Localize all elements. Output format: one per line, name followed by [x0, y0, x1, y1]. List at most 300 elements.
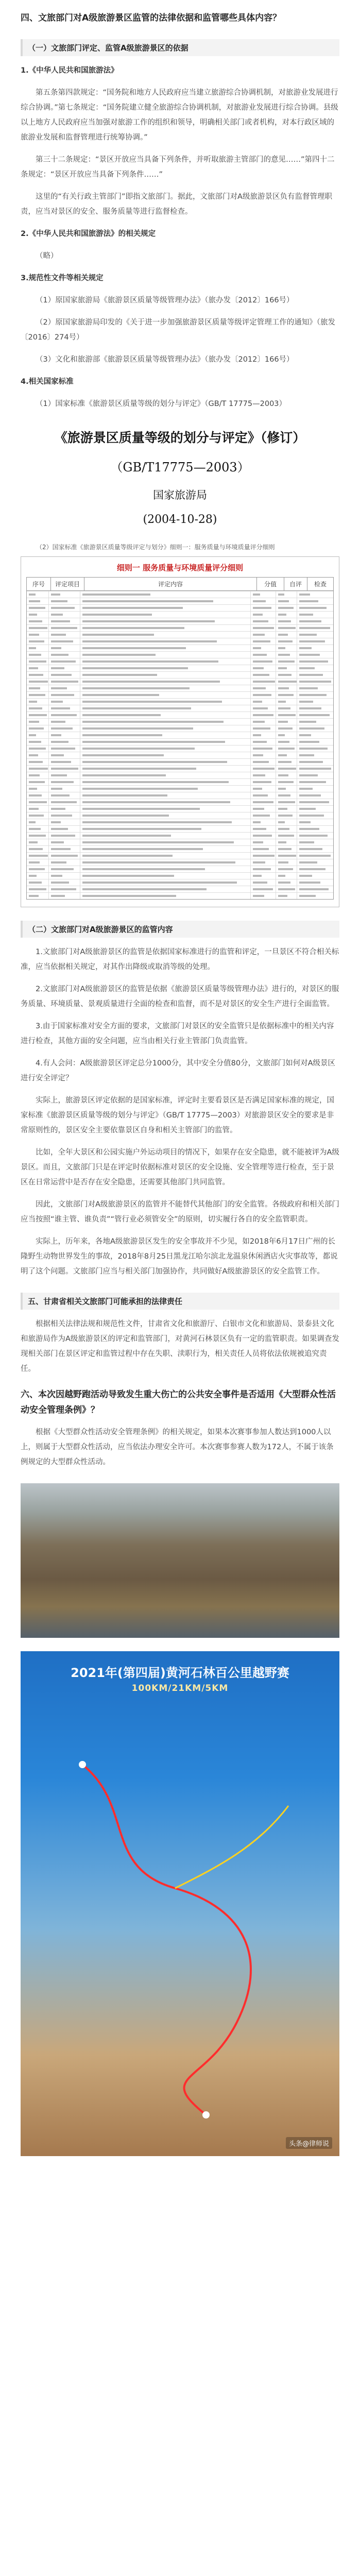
rules-heading: 3.规范性文件等相关规定 [21, 274, 104, 282]
table-row [27, 678, 333, 685]
table-row [27, 598, 333, 604]
table-cell [276, 759, 297, 765]
cell-text-placeholder [82, 841, 234, 843]
table-cell [49, 725, 80, 732]
cell-text-placeholder [278, 815, 293, 817]
table-cell [80, 712, 251, 718]
table-row [27, 872, 333, 879]
cell-text-placeholder [299, 594, 310, 596]
table-cell [27, 766, 49, 772]
cell-text-placeholder [253, 721, 265, 723]
cell-text-placeholder [82, 801, 230, 803]
table-cell [297, 879, 333, 886]
cell-text-placeholder [51, 681, 78, 683]
table-row [27, 732, 333, 738]
cell-text-placeholder [253, 734, 261, 736]
cell-text-placeholder [299, 888, 329, 890]
cell-text-placeholder [51, 888, 76, 890]
table-row [27, 611, 333, 618]
route-map-graphic [21, 1651, 339, 2156]
cell-text-placeholder [253, 815, 270, 817]
table-cell [276, 879, 297, 886]
cell-text-placeholder [299, 727, 324, 730]
table-cell [49, 705, 80, 711]
cell-text-placeholder [51, 701, 63, 703]
table-cell [80, 645, 251, 651]
table-cell [276, 699, 297, 705]
table-cell [27, 759, 49, 765]
table-cell [297, 792, 333, 799]
cell-text-placeholder [278, 674, 292, 676]
law-heading: 1.《中华人民共和国旅游法》 [21, 66, 118, 75]
table-row [27, 765, 333, 772]
document-page [0, 10, 360, 2576]
cell-text-placeholder [253, 714, 273, 716]
cell-text-placeholder [278, 721, 288, 723]
cell-text-placeholder [29, 640, 44, 642]
cell-text-placeholder [29, 761, 43, 763]
table-cell [297, 632, 333, 638]
cell-text-placeholder [82, 882, 237, 884]
table-cell [27, 893, 49, 899]
table-cell [27, 732, 49, 738]
table-cell [27, 591, 49, 598]
cell-text-placeholder [299, 861, 317, 863]
cell-text-placeholder [253, 801, 273, 803]
cell-text-placeholder [253, 835, 272, 837]
table-cell [80, 779, 251, 785]
cell-text-placeholder [29, 667, 38, 669]
cell-text-placeholder [82, 640, 217, 642]
section-title: （一）文旅部门评定、监管A级旅游景区的依据 [21, 39, 339, 56]
cell-text-placeholder [299, 600, 318, 602]
cell-text-placeholder [29, 821, 36, 823]
table-cell [276, 786, 297, 792]
cell-text-placeholder [82, 727, 193, 730]
cell-text-placeholder [253, 701, 262, 703]
table-row [27, 604, 333, 611]
cell-text-placeholder [29, 714, 47, 716]
table-cell [49, 699, 80, 705]
cell-text-placeholder [253, 627, 274, 629]
table-cell [49, 792, 80, 799]
table-cell [80, 806, 251, 812]
table-cell [80, 679, 251, 685]
cell-text-placeholder [253, 768, 275, 770]
table-cell [297, 886, 333, 892]
table-row [27, 631, 333, 638]
watermark: 头条@律师说 [286, 2137, 332, 2149]
table-cell [276, 799, 297, 805]
cell-text-placeholder [299, 808, 316, 810]
table-row [27, 651, 333, 658]
table-cell [276, 725, 297, 732]
cell-text-placeholder [51, 727, 73, 730]
cell-text-placeholder [299, 701, 313, 703]
cell-text-placeholder [82, 620, 215, 622]
table-cell [251, 826, 276, 832]
table-cell [49, 799, 80, 805]
table-cell [80, 819, 251, 825]
table-cell [276, 625, 297, 631]
cell-text-placeholder [29, 828, 41, 830]
cell-text-placeholder [278, 754, 287, 756]
cell-text-placeholder [82, 627, 184, 629]
cell-text-placeholder [278, 667, 287, 669]
table-cell [251, 812, 276, 819]
mountain-photo [21, 1483, 339, 1638]
cell-text-placeholder [278, 788, 286, 790]
table-cell [49, 732, 80, 738]
table-row [27, 886, 333, 892]
poster-title: 2021年(第四届)黄河石林百公里越野赛 [71, 1666, 289, 1680]
table-cell [251, 699, 276, 705]
cell-text-placeholder [299, 627, 330, 629]
table-row [27, 879, 333, 886]
cell-text-placeholder [51, 808, 65, 810]
table-cell [276, 812, 297, 819]
cell-text-placeholder [299, 607, 327, 609]
cell-text-placeholder [278, 607, 294, 609]
table-cell [49, 598, 80, 604]
cell-text-placeholder [82, 667, 188, 669]
cell-text-placeholder [82, 721, 224, 723]
cell-text-placeholder [299, 694, 327, 696]
cell-text-placeholder [51, 620, 70, 622]
table-cell [80, 859, 251, 866]
cell-text-placeholder [51, 815, 72, 817]
cell-text-placeholder [299, 714, 330, 716]
cell-text-placeholder [253, 754, 263, 756]
table-cell [27, 618, 49, 624]
cell-text-placeholder [29, 674, 43, 676]
cell-text-placeholder [299, 634, 317, 636]
cell-text-placeholder [278, 640, 293, 642]
cell-text-placeholder [253, 781, 271, 783]
table-cell [49, 886, 80, 892]
cell-text-placeholder [278, 882, 290, 884]
cell-text-placeholder [278, 821, 285, 823]
table-cell [27, 819, 49, 825]
table-cell [80, 846, 251, 852]
cell-text-placeholder [29, 875, 37, 877]
table-row [27, 892, 333, 899]
table-cell [297, 658, 333, 665]
column-header: 分值 [257, 578, 284, 590]
table-note: （2）国家标准《旅游景区质量等级评定与划分》细则一：服务质量与环境质量评分细则 [36, 544, 275, 551]
table-cell [276, 712, 297, 718]
table-cell [49, 893, 80, 899]
cell-text-placeholder [51, 788, 62, 790]
cell-text-placeholder [253, 681, 275, 683]
cell-text-placeholder [51, 667, 64, 669]
cell-text-placeholder [29, 808, 39, 810]
cell-text-placeholder [253, 694, 271, 696]
table-cell [251, 873, 276, 879]
table-cell [276, 866, 297, 872]
cell-text-placeholder [51, 855, 78, 857]
table-cell [276, 766, 297, 772]
cell-text-placeholder [82, 600, 213, 602]
table-cell [251, 591, 276, 598]
table-cell [49, 645, 80, 651]
cell-text-placeholder [29, 815, 44, 817]
table-cell [251, 752, 276, 758]
cell-text-placeholder [253, 808, 264, 810]
cell-text-placeholder [299, 828, 319, 830]
table-row [27, 819, 333, 825]
table-row [27, 758, 333, 765]
column-header: 评定内容 [84, 578, 257, 590]
table-cell [27, 625, 49, 631]
cell-text-placeholder [253, 828, 266, 830]
table-cell [297, 679, 333, 685]
table-cell [297, 732, 333, 738]
table-cell [297, 745, 333, 752]
table-cell [27, 879, 49, 886]
table-cell [297, 826, 333, 832]
table-cell [251, 779, 276, 785]
cell-text-placeholder [299, 788, 313, 790]
table-cell [276, 692, 297, 698]
cell-text-placeholder [51, 835, 75, 837]
table-cell [297, 846, 333, 852]
cell-text-placeholder [82, 768, 196, 770]
table-cell [251, 859, 276, 866]
cell-text-placeholder [29, 895, 39, 897]
cell-text-placeholder [278, 861, 288, 863]
cell-text-placeholder [253, 594, 260, 596]
table-cell [27, 833, 49, 839]
cell-text-placeholder [278, 895, 287, 897]
cell-text-placeholder [29, 620, 42, 622]
table-cell [27, 826, 49, 832]
table-row [27, 859, 333, 866]
table-cell [27, 712, 49, 718]
table-cell [251, 665, 276, 671]
table-cell [276, 598, 297, 604]
cell-text-placeholder [299, 614, 313, 616]
cell-text-placeholder [29, 801, 47, 803]
table-header [26, 577, 334, 591]
table-cell [49, 873, 80, 879]
table-cell [251, 625, 276, 631]
cell-text-placeholder [253, 888, 273, 890]
table-cell [80, 839, 251, 845]
table-cell [80, 799, 251, 805]
table-cell [49, 618, 80, 624]
table-row [27, 772, 333, 778]
cell-text-placeholder [278, 694, 294, 696]
table-cell [49, 779, 80, 785]
cell-text-placeholder [51, 640, 73, 642]
cell-text-placeholder [278, 634, 288, 636]
cell-text-placeholder [299, 841, 314, 843]
cell-text-placeholder [29, 707, 42, 709]
cell-text-placeholder [29, 861, 40, 863]
cell-text-placeholder [29, 741, 41, 743]
cell-text-placeholder [51, 594, 60, 596]
table-row [27, 738, 333, 745]
table-cell [49, 766, 80, 772]
table-cell [80, 879, 251, 886]
table-cell [297, 625, 333, 631]
paragraph: 第五条第四款规定：“国务院和地方人民政府应当建立旅游综合协调机制，对旅游业发展进行综合协调。”第七条规定：“国务院建立健全旅游综合协调机制，对旅游业发展进行综合协调。县级以上地方人民政府应当加强对旅游工作的组织和领导，明确相关部门或者机构，对本行政区域的旅游业发展和监督管理进行统筹协调。” [21, 89, 338, 142]
table-cell [27, 739, 49, 745]
cell-text-placeholder [82, 714, 161, 716]
table-cell [251, 679, 276, 685]
table-cell [80, 598, 251, 604]
table-cell [251, 652, 276, 658]
table-cell [49, 846, 80, 852]
table-cell [27, 638, 49, 645]
table-cell [276, 705, 297, 711]
table-cell [80, 591, 251, 598]
cell-text-placeholder [82, 674, 157, 676]
table-cell [80, 752, 251, 758]
rating-table [21, 556, 339, 907]
table-cell [27, 779, 49, 785]
table-cell [27, 645, 49, 651]
cell-text-placeholder [278, 714, 296, 716]
cell-text-placeholder [253, 855, 275, 857]
table-cell [276, 853, 297, 859]
table-cell [276, 652, 297, 658]
table-row [27, 711, 333, 718]
table-cell [276, 679, 297, 685]
cell-text-placeholder [82, 861, 235, 863]
cell-text-placeholder [299, 875, 312, 877]
table-cell [27, 859, 49, 866]
table-cell [297, 638, 333, 645]
cell-text-placeholder [299, 815, 324, 817]
cell-text-placeholder [29, 868, 45, 870]
table-cell [27, 705, 49, 711]
table-cell [49, 859, 80, 866]
cell-text-placeholder [82, 855, 173, 857]
table-cell [27, 652, 49, 658]
table-row [27, 852, 333, 859]
cell-text-placeholder [278, 660, 295, 663]
table-cell [251, 866, 276, 872]
cell-text-placeholder [82, 875, 174, 877]
cell-text-placeholder [82, 815, 169, 817]
column-header: 序号 [27, 578, 51, 590]
cell-text-placeholder [51, 687, 67, 689]
cell-text-placeholder [29, 734, 36, 736]
table-cell [276, 632, 297, 638]
table-cell [276, 685, 297, 691]
paragraph: 实际上，历年来，各地A级旅游景区发生的安全事故并不少见，如2018年6月17日广州的长隆野生动物世界发生的事故，2018年8月25日黑龙江哈尔滨北龙温泉休闲酒店火灾事故等，都说明了这个问题。文旅部门应当与相关部门加强协作，共同做好A级旅游景区的安全监管工作。 [21, 1238, 338, 1276]
table-cell [27, 745, 49, 752]
cell-text-placeholder [278, 828, 289, 830]
table-cell [276, 779, 297, 785]
table-cell [80, 692, 251, 698]
cell-text-placeholder [278, 875, 285, 877]
table-cell [276, 806, 297, 812]
paragraph: 3.由于国家标准对安全方面的要求，文旅部门对景区的安全监管只是依据标准中的相关内容进行检查，其他方面的安全问题，应当由相关行业主管部门负责监管。 [21, 1022, 334, 1045]
table-row [27, 645, 333, 651]
cell-text-placeholder [82, 868, 205, 870]
table-cell [49, 866, 80, 872]
cell-text-placeholder [299, 647, 312, 649]
cell-text-placeholder [82, 748, 195, 750]
table-caption: 细则一 服务质量与环境质量评分细则 [116, 563, 244, 572]
table-cell [297, 893, 333, 899]
cell-text-placeholder [29, 627, 47, 629]
cell-text-placeholder [51, 821, 61, 823]
table-cell [251, 618, 276, 624]
cell-text-placeholder [29, 654, 41, 656]
cell-text-placeholder [278, 707, 290, 709]
cell-text-placeholder [51, 694, 74, 696]
table-cell [251, 886, 276, 892]
cell-text-placeholder [82, 808, 200, 810]
cell-text-placeholder [299, 681, 331, 683]
table-row [27, 832, 333, 839]
cell-text-placeholder [82, 895, 176, 897]
table-cell [297, 692, 333, 698]
cell-text-placeholder [29, 781, 45, 783]
cell-text-placeholder [299, 687, 318, 689]
cell-text-placeholder [82, 848, 203, 850]
table-cell [49, 745, 80, 752]
table-cell [49, 692, 80, 698]
table-cell [276, 819, 297, 825]
cell-text-placeholder [253, 821, 261, 823]
cell-text-placeholder [299, 781, 326, 783]
table-cell [80, 632, 251, 638]
column-header: 检查 [314, 581, 327, 588]
table-cell [297, 766, 333, 772]
table-cell [251, 672, 276, 678]
cell-text-placeholder [29, 768, 48, 770]
cell-text-placeholder [51, 754, 64, 756]
table-cell [49, 685, 80, 691]
table-cell [49, 712, 80, 718]
cell-text-placeholder [278, 687, 289, 689]
cell-text-placeholder [29, 788, 37, 790]
table-cell [297, 645, 333, 651]
table-cell [27, 853, 49, 859]
table-cell [80, 786, 251, 792]
table-cell [276, 873, 297, 879]
table-cell [297, 719, 333, 725]
table-cell [27, 605, 49, 611]
paragraph: 第三十二条规定：“景区开放应当具备下列条件，并听取旅游主管部门的意见……”第四十二条规定：“景区开放应当具备下列条件……” [21, 156, 335, 179]
cell-text-placeholder [299, 707, 321, 709]
table-cell [251, 759, 276, 765]
cell-text-placeholder [29, 687, 40, 689]
table-cell [251, 739, 276, 745]
table-cell [80, 725, 251, 732]
cell-text-placeholder [29, 660, 46, 663]
cell-text-placeholder [51, 721, 65, 723]
table-cell [276, 772, 297, 778]
cell-text-placeholder [299, 882, 320, 884]
cell-text-placeholder [51, 794, 70, 796]
cell-text-placeholder [278, 781, 294, 783]
cell-text-placeholder [29, 647, 36, 649]
cell-text-placeholder [29, 594, 36, 596]
table-cell [80, 685, 251, 691]
table-cell [49, 739, 80, 745]
table-cell [276, 826, 297, 832]
cell-text-placeholder [51, 634, 66, 636]
table-cell [80, 699, 251, 705]
table-cell [276, 859, 297, 866]
table-cell [27, 685, 49, 691]
